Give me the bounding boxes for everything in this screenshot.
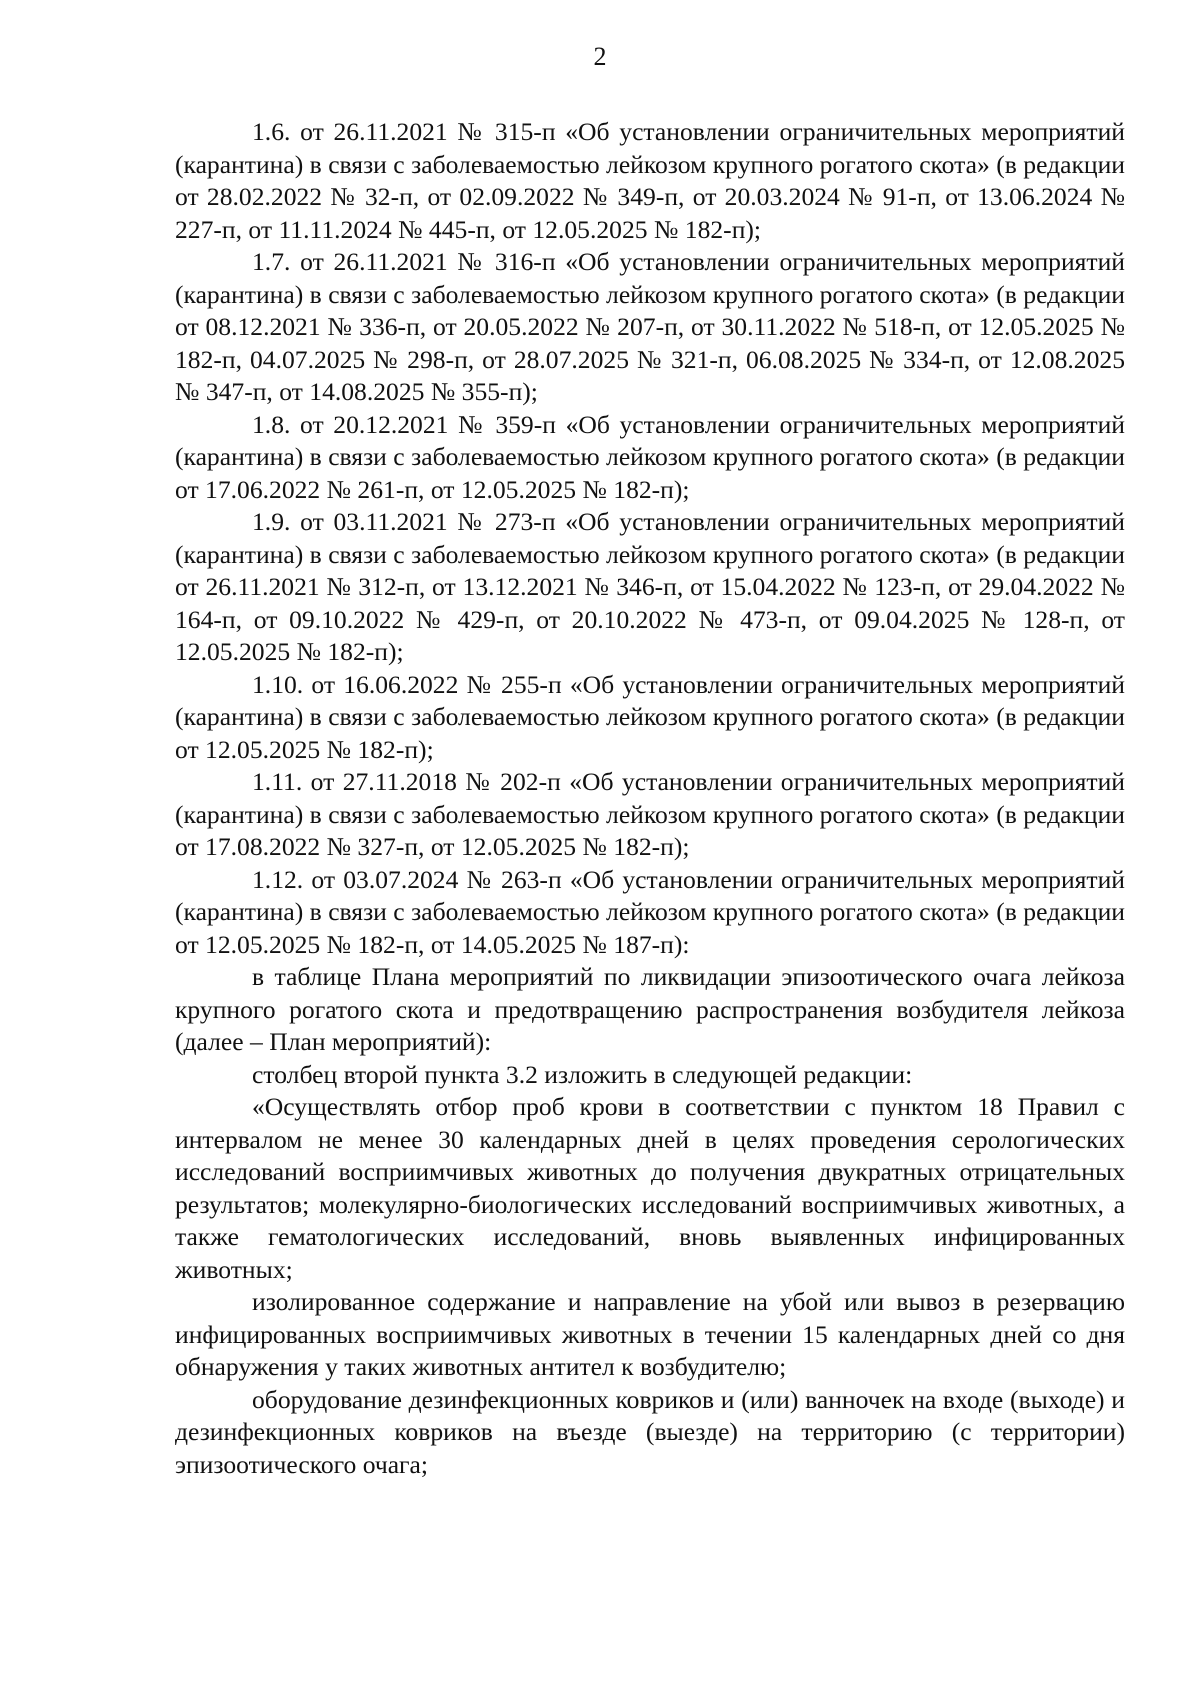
paragraph-1-8: 1.8. от 20.12.2021 № 359-п «Об установлении ограничительных мероприятий (карантина) в связи с заболеваемостью лейкозом крупного рогатого скота» (в редакции от 17.06.2022 № 261-п, от 12.05.2025 № 182-п); <box>175 409 1125 504</box>
paragraph-1-10: 1.10. от 16.06.2022 № 255-п «Об установлении ограничительных мероприятий (карантина) в связи с заболеваемостью лейкозом крупного рогатого скота» (в редакции от 12.05.2025 № 182-п); <box>175 669 1125 764</box>
paragraph-1-6: 1.6. от 26.11.2021 № 315-п «Об установлении ограничительных мероприятий (карантина) в связи с заболеваемостью лейкозом крупного рогатого скота» (в редакции от 28.02.2022 № 32-п, от 02.09.2022 № 349-п, от 20.03.2024 № 91-п, от 13.06.2024 № 227-п, от 11.11.2024 № 445-п, от 12.05.2025 № 182-п); <box>175 117 1125 244</box>
paragraph-disinfection: оборудование дезинфекционных ковриков и (или) ванночек на входе (выходе) и дезинфекционных ковриков на въезде (выезде) на территорию (с территории) эпизоотического очага; <box>175 1384 1125 1479</box>
paragraph-1-9: 1.9. от 03.11.2021 № 273-п «Об установлении ограничительных мероприятий (карантина) в связи с заболеваемостью лейкозом крупного рогатого скота» (в редакции от 26.11.2021 № 312-п, от 13.12.2021 № 346-п, от 15.04.2022 № 123-п, от 29.04.2022 № 164-п, от 09.10.2022 № 429-п, от 20.10.2022 № 473-п, от 09.04.2025 № 128-п, от 12.05.2025 № 182-п); <box>175 507 1125 666</box>
paragraph-plan-table: в таблице Плана мероприятий по ликвидации эпизоотического очага лейкоза крупного рогатого скота и предотвращению распространения возбудителя лейкоза (далее – План мероприятий): <box>175 962 1125 1056</box>
paragraph-blood-sampling: «Осуществлять отбор проб крови в соответствии с пунктом 18 Правил с интервалом не менее 30 календарных дней в целях проведения серологических исследований восприимчивых животных до получения двукратных отрицательных результатов; молекулярно-биологических исследований восприимчивых животных, а также гематологических исследований, вновь выявленных инфицированных животных; <box>175 1092 1125 1284</box>
paragraph-1-11: 1.11. от 27.11.2018 № 202-п «Об установлении ограничительных мероприятий (карантина) в связи с заболеваемостью лейкозом крупного рогатого скота» (в редакции от 17.08.2022 № 327-п, от 12.05.2025 № 182-п); <box>175 767 1125 861</box>
page-number: 2 <box>593 42 607 71</box>
document-body <box>175 116 1125 1481</box>
paragraph-1-12: 1.12. от 03.07.2024 № 263-п «Об установлении ограничительных мероприятий (карантина) в связи с заболеваемостью лейкозом крупного рогатого скота» (в редакции от 12.05.2025 № 182-п, от 14.05.2025 № 187-п): <box>175 864 1125 959</box>
paragraph-1-7: 1.7. от 26.11.2021 № 316-п «Об установлении ограничительных мероприятий (карантина) в связи с заболеваемостью лейкозом крупного рогатого скота» (в редакции от 08.12.2021 № 336-п, от 20.05.2022 № 207-п, от 30.11.2022 № 518-п, от 12.05.2025 № 182-п, 04.07.2025 № 298-п, от 28.07.2025 № 321-п, 06.08.2025 № 334-п, от 12.08.2025 № 347-п, от 14.08.2025 № 355-п); <box>175 247 1125 406</box>
paragraph-isolation: изолированное содержание и направление на убой или вывоз в резервацию инфицированных восприимчивых животных в течении 15 календарных дней со дня обнаружения у таких животных антител к возбудителю; <box>175 1287 1125 1381</box>
paragraph-column-edit: столбец второй пункта 3.2 изложить в следующей редакции: <box>252 1059 913 1089</box>
